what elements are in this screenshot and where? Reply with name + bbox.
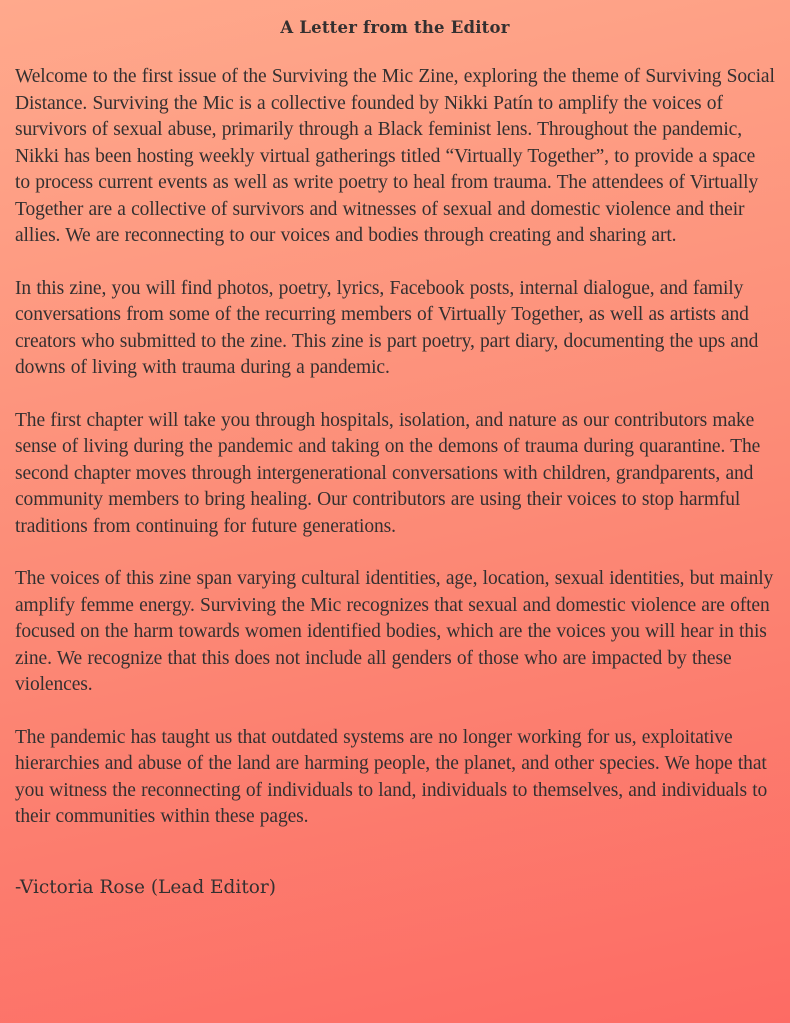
letter-paragraph: The pandemic has taught us that outdated systems are no longer working for us, exploitative hierarchies and abuse of the land are harming people, the planet, and other species. We hope that you witness the reconnecting of individuals to land, individuals to themselves, and individuals to their communities within these pages. bbox=[15, 726, 768, 827]
editor-signature: -Victoria Rose (Lead Editor) bbox=[15, 876, 276, 898]
page-title: A Letter from the Editor bbox=[280, 18, 510, 37]
letter-paragraph: The first chapter will take you through hospitals, isolation, and nature as our contributors make sense of living during the pandemic and taking on the demons of trauma during quarantine. The second chapter moves through intergenerational conversations with children, grandparents, and community members to bring healing. Our contributors are using their voices to stop harmful traditions from continuing for future generations. bbox=[15, 409, 761, 537]
letter-body bbox=[15, 64, 775, 831]
letter-paragraph: In this zine, you will find photos, poetry, lyrics, Facebook posts, internal dialogue, and family conversations from some of the recurring members of Virtually Together, as well as artists and creators who submitted to the zine. This zine is part poetry, part diary, documenting the ups and downs of living with trauma during a pandemic. bbox=[15, 277, 759, 378]
letter-paragraph: The voices of this zine span varying cultural identities, age, location, sexual identities, but mainly amplify femme energy. Surviving the Mic recognizes that sexual and domestic violence are often focused on the harm towards women identified bodies, which are the voices you will hear in this zine. We recognize that this does not include all genders of those who are impacted by these violences. bbox=[15, 568, 774, 695]
letter-paragraph: Welcome to the first issue of the Surviving the Mic Zine, exploring the theme of Surviving Social Distance. Surviving the Mic is a collective founded by Nikki Patín to amplify the voices of survivors of sexual abuse, primarily through a Black feminist lens. Throughout the pandemic, Nikki has been hosting weekly virtual gatherings titled “Virtually Together”, to provide a space to process current events as well as write poetry to heal from trauma. The attendees of Virtually Together are a collective of survivors and witnesses of sexual and domestic violence and their allies. We are reconnecting to our voices and bodies through creating and sharing art. bbox=[15, 66, 775, 246]
